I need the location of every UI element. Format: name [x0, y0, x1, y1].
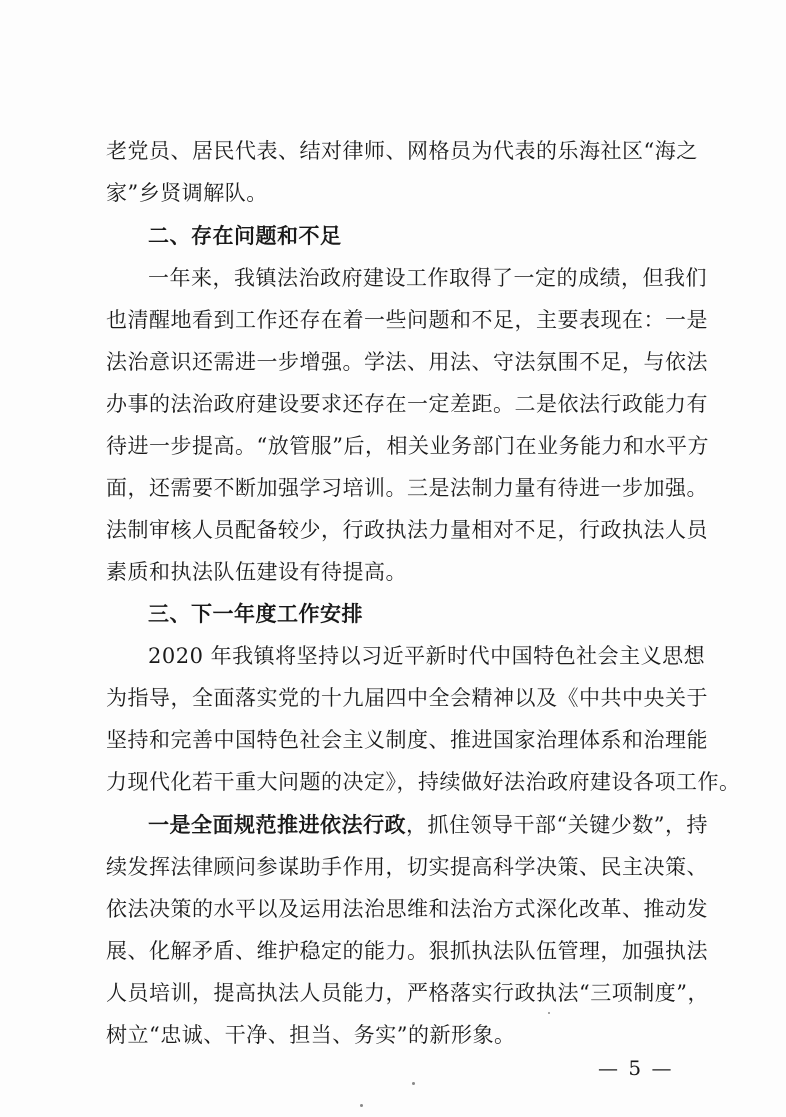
body-line: 坚持和完善中国特色社会主义制度、推进国家治理体系和治理能: [106, 728, 708, 752]
body-line: 办事的法治政府建设要求还存在一定差距。二是依法行政能力有: [106, 392, 708, 416]
page-number: — 5 —: [598, 1056, 674, 1080]
body-line: 法治意识还需进一步增强。学法、用法、守法氛围不足，与依法: [106, 350, 708, 374]
body-line: 续发挥法律顾问参谋助手作用，切实提高科学决策、民主决策、: [106, 855, 708, 879]
body-line-rest: ，抓住领导干部“关键少数”，持: [406, 813, 708, 837]
body-line: 老党员、居民代表、结对律师、网格员为代表的乐海社区“海之: [106, 139, 698, 163]
body-line: 素质和执法队伍建设有待提高。: [106, 560, 407, 584]
bold-lead-text: 一是全面规范推进依法行政: [148, 812, 406, 837]
body-line: 树立“忠诚、干净、担当、务实”的新形象。: [106, 1023, 516, 1047]
body-line: 也清醒地看到工作还存在着一些问题和不足，主要表现在：一是: [106, 308, 708, 332]
scan-speck: [360, 1104, 363, 1107]
body-line: 人员培训，提高执法人员能力，严格落实行政执法“三项制度”，: [106, 981, 709, 1005]
body-line: 展、化解矛盾、维护稳定的能力。狠抓执法队伍管理，加强执法: [106, 939, 708, 963]
body-line: 为指导，全面落实党的十九届四中全会精神以及《中共中央关于: [106, 686, 708, 710]
body-line: 待进一步提高。“放管服”后，相关业务部门在业务能力和水平方: [106, 434, 709, 458]
body-line: 依法决策的水平以及运用法治思维和法治方式深化改革、推动发: [106, 897, 708, 921]
body-line: 家”乡贤调解队。: [106, 181, 268, 205]
body-line: 面，还需要不断加强学习培训。三是法制力量有待进一步加强。: [106, 476, 708, 500]
scan-speck: [412, 1082, 415, 1085]
body-line: 法制审核人员配备较少，行政执法力量相对不足，行政执法人员: [106, 518, 708, 542]
body-line: 一年来，我镇法治政府建设工作取得了一定的成绩，但我们: [148, 266, 707, 290]
body-line: 力现代化若干重大问题的决定》，持续做好法治政府建设各项工作。: [106, 770, 741, 794]
scan-speck: [548, 1012, 550, 1014]
body-line-with-lead: [148, 810, 708, 840]
section-heading: 三、下一年度工作安排: [148, 602, 363, 626]
body-line: 2020 年我镇将坚持以习近平新时代中国特色社会主义思想: [148, 644, 706, 668]
section-heading: 二、存在问题和不足: [148, 224, 342, 248]
